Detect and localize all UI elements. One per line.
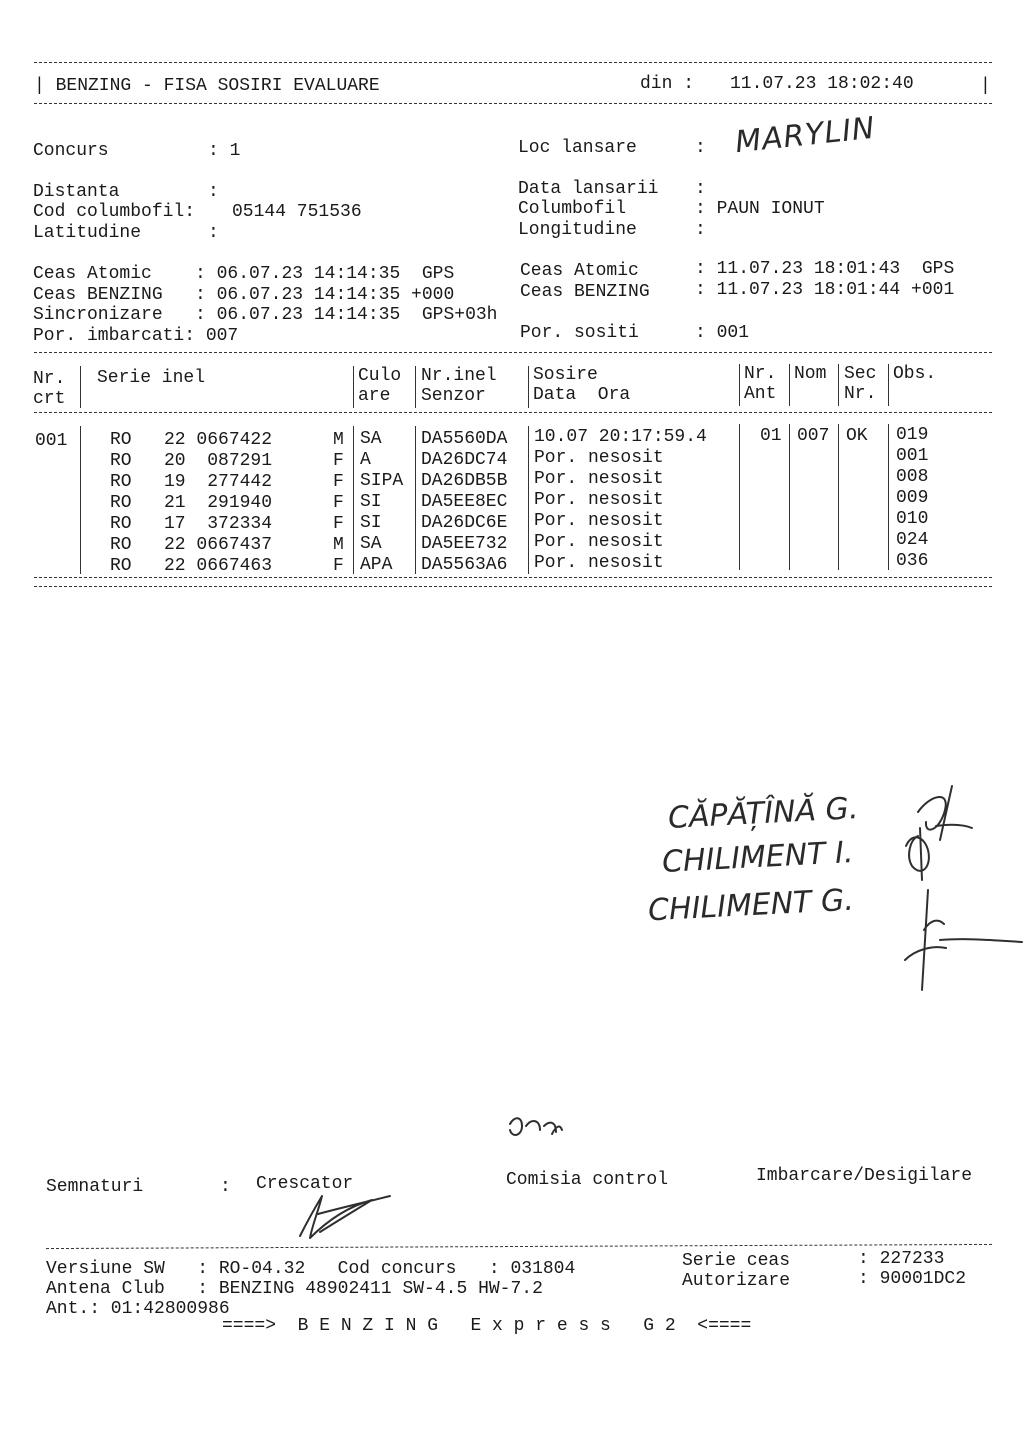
right-benzing-value: : 11.07.23 18:01:44 +001 <box>695 280 955 300</box>
por-sositi-label: Por. sositi <box>520 323 639 343</box>
autorizare-label: Autorizare <box>682 1271 791 1291</box>
col-header-nr-crt: Nr. <box>33 369 66 389</box>
cell-obs: 009 <box>896 488 929 508</box>
col-header-nr-inel-2: Senzor <box>421 386 486 406</box>
report-date-label: din : <box>640 74 695 94</box>
handwritten-note-1: CĂPĂȚÎNĂ G. <box>667 791 860 836</box>
distanta-label: Distanta <box>33 182 120 202</box>
right-atomic-label: Ceas Atomic <box>520 261 639 281</box>
data-lansarii-value: : <box>695 179 706 199</box>
concurs-value: : 1 <box>208 141 241 161</box>
cell-ant: 01 <box>760 426 782 446</box>
cell-sex: F <box>333 514 344 534</box>
col-header-culoare-2: are <box>358 386 391 406</box>
cell-obs: 010 <box>896 509 929 529</box>
cell-serie: RO 22 0667463 <box>110 556 273 576</box>
col-header-obs: Obs. <box>893 364 937 384</box>
loc-lansare-handwritten: MARYLIN <box>733 110 878 161</box>
semnaturi-sep: : <box>220 1177 231 1197</box>
cell-sosire: Por. nesosit <box>534 532 664 552</box>
cell-serie: RO 19 277442 <box>110 472 273 492</box>
right-benzing-label: Ceas BENZING <box>520 282 650 302</box>
distanta-value: : <box>208 182 219 202</box>
sincronizare: Sincronizare : 06.07.23 14:14:35 GPS+03h <box>33 305 498 325</box>
cell-serie: RO 22 0667422 <box>110 430 273 450</box>
col-header-nr-crt-2: crt <box>33 389 66 409</box>
latitudine-value: : <box>208 223 219 243</box>
serie-ceas-label: Serie ceas <box>682 1251 791 1271</box>
right-atomic-value: : 11.07.23 18:01:43 GPS <box>695 259 955 279</box>
columbofil-value: : PAUN IONUT <box>695 199 825 219</box>
cell-sosire: Por. nesosit <box>534 511 664 531</box>
data-lansarii-label: Data lansarii <box>518 179 659 199</box>
nr-crt-cell: 001 <box>35 431 68 451</box>
cell-culoare: APA <box>360 555 393 575</box>
cell-serie: RO 22 0667437 <box>110 535 273 555</box>
cell-culoare: SA <box>360 429 382 449</box>
cell-sex: M <box>333 535 344 555</box>
col-header-sec: Sec <box>844 364 877 384</box>
imbarcare-desigilare-label: Imbarcare/Desigilare <box>756 1166 973 1186</box>
concurs-label: Concurs <box>33 141 109 161</box>
header-end-bar: | <box>980 76 991 96</box>
cell-senzor: DA26DC74 <box>421 450 508 470</box>
cell-senzor: DA26DB5B <box>421 471 508 491</box>
por-sositi-value: : 001 <box>695 323 750 343</box>
cell-obs: 024 <box>896 530 929 550</box>
cell-sosire: Por. nesosit <box>534 553 664 573</box>
cell-sec: OK <box>846 426 868 446</box>
cell-sosire: Por. nesosit <box>534 448 664 468</box>
col-header-nom: Nom <box>794 364 827 384</box>
cell-sosire: Por. nesosit <box>534 490 664 510</box>
crescator-label: Crescator <box>256 1174 354 1194</box>
cell-senzor: DA5563A6 <box>421 555 508 575</box>
cell-sex: M <box>333 430 344 450</box>
autorizare-value: : 90001DC2 <box>858 1269 967 1289</box>
cod-columbofil-label: Cod columbofil: <box>33 202 196 222</box>
columbofil-label: Columbofil <box>518 199 627 219</box>
cell-culoare: SA <box>360 534 382 554</box>
cell-senzor: DA5EE732 <box>421 534 508 554</box>
cell-obs: 036 <box>896 551 929 571</box>
versiune-sw: Versiune SW : RO-04.32 Cod concurs : 031804 <box>46 1259 576 1279</box>
latitudine-label: Latitudine <box>33 223 142 243</box>
cell-sosire: Por. nesosit <box>534 469 664 489</box>
loc-lansare-label: Loc lansare <box>518 138 637 158</box>
por-imbarcati: Por. imbarcati: 007 <box>33 326 239 346</box>
cell-obs: 001 <box>896 446 929 466</box>
antena-club: Antena Club : BENZING 48902411 SW-4.5 HW-7.2 <box>46 1279 543 1299</box>
report-title: | BENZING - FISA SOSIRI EVALUARE <box>34 76 380 96</box>
longitudine-value: : <box>695 220 706 240</box>
cod-columbofil-value: 05144 751536 <box>232 202 362 222</box>
cell-sex: F <box>333 451 344 471</box>
benzing-express-brand: ====> B E N Z I N G E x p r e s s G 2 <==== <box>222 1316 752 1336</box>
cell-serie: RO 21 291940 <box>110 493 273 513</box>
cell-sosire: 10.07 20:17:59.4 <box>534 427 707 447</box>
loc-lansare-sep: : <box>695 138 706 158</box>
cell-sex: F <box>333 556 344 576</box>
longitudine-label: Longitudine <box>518 220 637 240</box>
cell-culoare: SIPA <box>360 471 404 491</box>
col-header-culoare: Culo <box>358 366 402 386</box>
ant-number: Ant.: 01:42800986 <box>46 1299 230 1319</box>
col-header-nr-ant: Nr. <box>744 364 777 384</box>
cell-sex: F <box>333 472 344 492</box>
cell-senzor: DA26DC6E <box>421 513 508 533</box>
report-date-value: 11.07.23 18:02:40 <box>730 74 914 94</box>
cell-sex: F <box>333 493 344 513</box>
handwritten-note-3: CHILIMENT G. <box>647 882 855 929</box>
cell-culoare: SI <box>360 492 382 512</box>
col-header-sosire-2: Data Ora <box>533 385 631 405</box>
semnaturi-label: Semnaturi <box>46 1177 144 1197</box>
col-header-sec-2: Nr. <box>844 384 877 404</box>
handwritten-note-2: CHILIMENT I. <box>661 835 855 880</box>
cell-nom: 007 <box>797 426 830 446</box>
cell-culoare: A <box>360 450 371 470</box>
cell-obs: 008 <box>896 467 929 487</box>
col-header-serie: Serie inel <box>97 368 206 388</box>
serie-ceas-value: : 227233 <box>858 1249 945 1269</box>
col-header-sosire: Sosire <box>533 365 598 385</box>
cell-senzor: DA5560DA <box>421 429 508 449</box>
cell-obs: 019 <box>896 425 929 445</box>
cell-senzor: DA5EE8EC <box>421 492 508 512</box>
cell-culoare: SI <box>360 513 382 533</box>
col-header-nr-ant-2: Ant <box>744 384 777 404</box>
left-benzing-clock: Ceas BENZING : 06.07.23 14:14:35 +000 <box>33 285 455 305</box>
cell-serie: RO 20 087291 <box>110 451 273 471</box>
left-atomic-clock: Ceas Atomic : 06.07.23 14:14:35 GPS <box>33 264 455 284</box>
comisia-control-label: Comisia control <box>506 1170 669 1190</box>
cell-serie: RO 17 372334 <box>110 514 273 534</box>
col-header-nr-inel: Nr.inel <box>421 366 497 386</box>
